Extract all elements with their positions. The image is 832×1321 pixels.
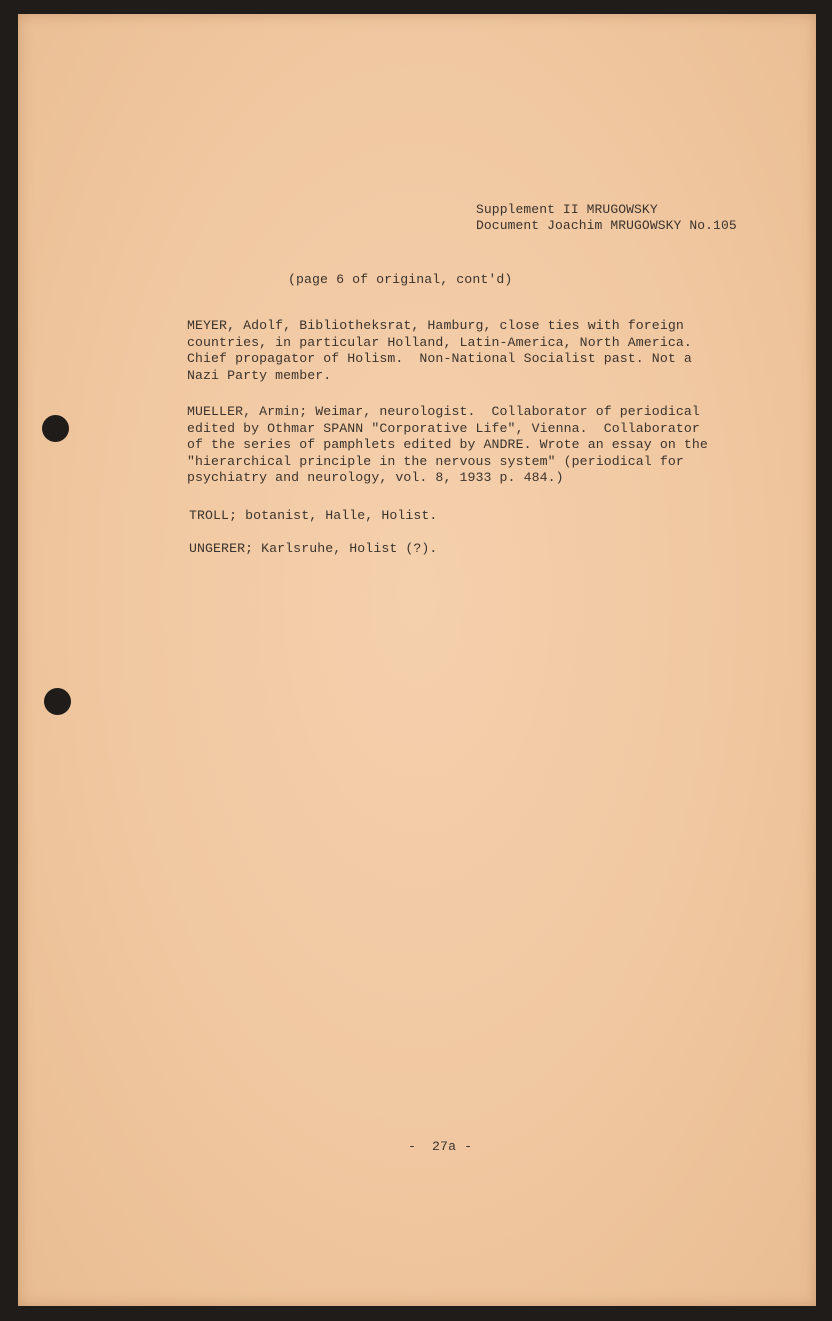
entry-line: TROLL; botanist, Halle, Holist. (189, 508, 438, 523)
entry-meyer (187, 318, 747, 384)
entry-line: edited by Othmar SPANN "Corporative Life", Vienna. Collaborator (187, 420, 700, 436)
entry-line: Chief propagator of Holism. Non-National Socialist past. Not a (187, 351, 692, 366)
entry-line: Nazi Party member. (187, 367, 332, 383)
entry-line: of the series of pamphlets edited by ANDRE. Wrote an essay on the (187, 437, 708, 452)
entry-ungerer (189, 541, 749, 558)
binder-hole-bottom (44, 688, 71, 715)
supplement-label: Supplement II MRUGOWSKY (476, 202, 658, 217)
page-number: - 27a - (408, 1139, 473, 1154)
document-number: Document Joachim MRUGOWSKY No.105 (476, 218, 737, 233)
page-note: (page 6 of original, cont'd) (288, 272, 513, 287)
entry-line: MEYER, Adolf, Bibliotheksrat, Hamburg, close ties with foreign (187, 318, 684, 333)
entry-line: UNGERER; Karlsruhe, Holist (?). (189, 541, 438, 556)
entry-line: countries, in particular Holland, Latin-America, North America. (187, 334, 692, 350)
binder-hole-top (42, 415, 69, 442)
document-page (18, 14, 816, 1306)
entry-line: psychiatry and neurology, vol. 8, 1933 p. 484.) (187, 470, 564, 485)
entry-troll (189, 508, 749, 525)
entry-line: MUELLER, Armin; Weimar, neurologist. Collaborator of periodical (187, 404, 700, 419)
entry-line: "hierarchical principle in the nervous system" (periodical for (187, 453, 684, 469)
entry-mueller (187, 404, 747, 487)
